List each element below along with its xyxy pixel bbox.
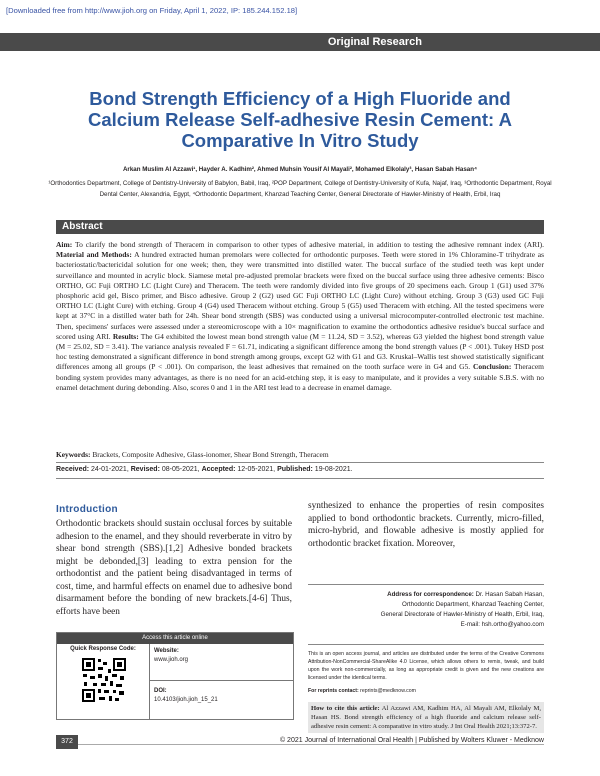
- correspondence-name: Dr. Hasan Sabah Hasan,: [473, 591, 544, 598]
- qr-label: Quick Response Code:: [70, 646, 136, 652]
- abstract-label: Abstract: [62, 221, 103, 232]
- divider: [56, 462, 544, 463]
- author-list: Arkan Muslim Al Azzawi¹, Hayder A. Kadhim², Ahmed Muhsin Yousif Al Mayali², Mohamed Elkolaly³, Hasan Sabah Hasan⁴: [122, 166, 478, 173]
- correspondence-line: General Directorate of Hawler-Ministry of Health, Erbil, Iraq,: [380, 611, 544, 618]
- received-date: 24-01-2021,: [89, 466, 131, 473]
- website-label: Website:: [154, 648, 179, 654]
- methods-label: Material and Methods:: [56, 250, 132, 260]
- accepted-date: 12-05-2021,: [235, 466, 278, 473]
- citation-box: [308, 702, 544, 733]
- published-label: Published:: [277, 466, 313, 473]
- correspondence-heading: [308, 590, 544, 600]
- reprints-email[interactable]: reprints@medknow.com: [358, 688, 416, 694]
- abstract-body: [56, 240, 544, 393]
- correspondence-label: Address for correspondence:: [387, 591, 474, 598]
- accepted-label: Accepted:: [201, 466, 236, 473]
- aim-text: To clarify the bond strength of Theracem in comparison to other types of adhesive material, in addition to testing the adhesive remnant index (ARI).: [72, 240, 544, 249]
- divider: [308, 644, 544, 645]
- results-text: The G4 exhibited the lowest mean bond strength value (M = 11.24, SD = 3.52), whereas G3 yielded the highest bond strength value (M = 25.02, SD = 3.41). The variance analysis revealed F = 61.71, indicating a significant difference among the bond strength values (P < .001). Tukey HSD post hoc testing demonstrated a significant difference in bond strength among groups, except G2 with G1 and G3. Kruskal–Wallis test showed statistically significant differences among all groups (P < .001). On comparison, the least adhesives that remained on the tooth surface were in G4 and G5.: [56, 331, 544, 372]
- reprints-line: [308, 688, 544, 694]
- access-online-box: [56, 632, 294, 720]
- box-divider: [149, 644, 150, 719]
- conclusion-text: Theracem bonding system provides many advantages, as there is no need for an acid-etching step, it is easy to manipulate, and it provides a very suitable S.B.S. with no enamel detachment during debonding. Also, scores 0 and 1 in the ARI test lead to a decrease in enamel damage.: [56, 362, 544, 392]
- article-title: Bond Strength Efficiency of a High Fluoride and Calcium Release Self-adhesive Resin Cement: A Comparative In Vitro Study: [88, 88, 512, 151]
- revised-date: 08-05-2021,: [159, 466, 202, 473]
- aim-label: Aim:: [56, 240, 73, 249]
- keywords-label: Keywords:: [56, 450, 91, 459]
- affiliations: ¹Orthodontics Department, College of Dentistry-University of Babylon, Babil, Iraq, ²POP Department, College of Dentistry-University of Kufa, Najaf, Iraq, ³Orthodontic Department, Royal Dental Center, Alexandria, Egypt, ⁴Orthodontic Department, Khanzad Teaching Center, General Directorate of Hawler-Ministry of Health, Erbil, Iraq: [48, 180, 552, 198]
- download-note: [Downloaded free from http://www.jioh.org on Friday, April 1, 2022, IP: 185.244.152.18]: [6, 6, 298, 15]
- doi-value[interactable]: 10.4103/jioh.jioh_15_21: [154, 697, 218, 703]
- footer-copyright: © 2021 Journal of International Oral Health | Published by Wolters Kluwer - Medknow: [279, 737, 544, 744]
- intro-paragraph-left: Orthodontic brackets should sustain occlusal forces by suitable adhesion to the enamel, and they should reverberate in vitro by shear bond strength (SBS).[1,2] Adhesive bonded brackets might be debonded,[3] leading to extra pension for the orthodontist and the patient being disadvantaged in terms of cost, time, and harmful effects on enamel due to adhesive bond disarmament before the bonding of new brackets.[4-6] Thus, efforts have been: [56, 519, 292, 617]
- box-divider: [149, 680, 293, 681]
- intro-paragraph-right: synthesized to enhance the properties of resin composites applied to bond orthodontic brackets. Currently, micro-filled, micro-hybrid, and flowable adhesive is mostly applied for orthodontic bracket fixation. Moreover,: [308, 501, 544, 549]
- citation-text: Al Azzawi AM, Kadhim HA, Al Mayali AM, Elkolaly M, Hasan HS. Bond strength efficiency of a high fluoride and calcium release self-adhesive resin cement: A comparative in vitro study. J Int Oral Health 2021;13:372-7.: [311, 705, 541, 730]
- correspondence-email[interactable]: E-mail: hsh.ortho@yahoo.com: [460, 621, 544, 628]
- methods-text: A hundred extracted human premolars were collected for orthodontic purposes. Teeth were stored in 1% Chloramine-T trihydrate as bacteriostatic/bactericidal solution for one week; then, they were transmitted into distilled water. The buccal surface of the studied teeth was kept under surveillance and mounted in acrylic block. Siamese metal pre-adjusted premolar brackets were fixed on the buccal surface using three adhesive cements: Bisco ORTHO, GC Fuji ORTHO LC (Light Cure) and Theracem. The teeth were randomly divided into five groups of 20 specimens each. Group 1 (G1) used 37% phosphoric acid gel, Bisco primer, and Bisco adhesive. Group 2 (G2) used GC Fuji ORTHO LC (Light Cure) without etching. Group 3 (G3) used GC Fuji ORTHO LC (Light Cure) with etching. Group 4 (G4) used Theracem without etching. Group 5 (G5) used Theracem with etching. All the tested specimens were kept at 37°C in a distilled water bath for 24h. Shear bond strength (SBS) was conducted using a universal microcomputer-controlled electronic test machine. Then, specimens' surfaces were assessed under a stereomicroscope with a 10× magnification to examine the orthodontics adhesive residue's buccal surface and scored using ARI.: [56, 250, 544, 341]
- citation-label: How to cite this article:: [311, 705, 380, 712]
- correspondence-line: Orthodontic Department, Khanzad Teaching Center,: [402, 601, 544, 608]
- qr-code-icon[interactable]: [81, 657, 127, 703]
- keywords-text: Brackets, Composite Adhesive, Glass-ionomer, Shear Bond Strength, Theracem: [90, 450, 329, 459]
- section-header-bar: [0, 33, 600, 51]
- access-title: Access this article online: [57, 633, 293, 644]
- section-label: Original Research: [327, 36, 422, 48]
- website-link[interactable]: www.jioh.org: [154, 657, 189, 663]
- conclusion-label: Conclusion:: [472, 362, 512, 372]
- revised-label: Revised:: [130, 466, 160, 473]
- section-heading-introduction: Introduction: [56, 504, 118, 515]
- abstract-header-bar: [56, 220, 544, 234]
- results-label: Results:: [112, 331, 139, 341]
- keywords: [56, 450, 544, 459]
- license-text: This is an open access journal, and articles are distributed under the terms of the Creative Commons Attribution-NonCommercial-ShareAlike 4.0 License, which allows others to remix, tweak, and build upon the work non-commercially, as long as appropriate credit is given and the new creations are licensed under the identical terms.: [308, 651, 544, 681]
- page-number: 372: [56, 735, 78, 749]
- divider: [56, 478, 544, 479]
- reprints-label: For reprints contact:: [308, 688, 359, 694]
- divider: [308, 584, 544, 585]
- footer-rule: [56, 744, 544, 745]
- article-dates: [56, 466, 544, 473]
- published-date: 19-08-2021.: [312, 466, 353, 473]
- correspondence-block: [308, 590, 544, 630]
- doi-label: DOI:: [154, 688, 167, 694]
- received-label: Received:: [56, 466, 90, 473]
